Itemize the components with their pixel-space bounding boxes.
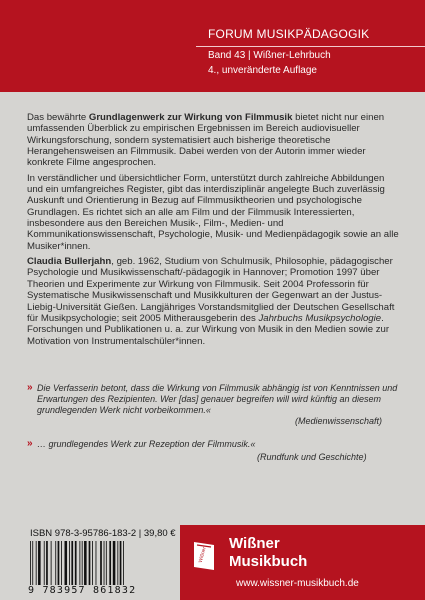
journal-title: Jahrbuchs Musikpsychologie	[258, 312, 382, 324]
isbn-price: ISBN 978-3-95786-183-2 | 39,80 €	[30, 528, 176, 539]
review-quotes	[27, 383, 400, 463]
author-name: Claudia Bullerjahn	[27, 256, 112, 268]
quote-source: (Medienwissenschaft)	[294, 416, 382, 426]
publisher-url[interactable]: www.wissner-musikbuch.de	[236, 578, 359, 589]
series-title: FORUM MUSIKPÄDAGOGIK	[208, 27, 370, 41]
barcode-icon	[28, 541, 162, 587]
series-divider	[196, 46, 425, 47]
blurb-paragraph-1	[27, 112, 400, 169]
author-bio	[27, 256, 400, 347]
series-volume: Band 43 | Wißner-Lehrbuch	[208, 50, 331, 61]
series-info	[196, 22, 425, 92]
publisher-name-line1: Wißner	[229, 535, 280, 552]
review-quote-2	[27, 439, 400, 463]
p1-rest: bietet nicht nur einen umfassenden Überblick zu empirischen Ergebnissen im Bereich audiovisueller Wirkungsforschung, sondern systematisiert auch bisherige theoretische Herangehensweisen an Filmmusik. Dabei werden von der Autorin immer wieder konkrete Filme angesprochen.	[27, 112, 385, 169]
publisher-name-line2: Musikbuch	[229, 553, 308, 570]
p1-intro: Das bewährte	[27, 112, 89, 123]
p1-highlight: Grundlagenwerk zur Wirkung von Filmmusik	[88, 112, 293, 123]
quote-mark-icon: »	[27, 382, 33, 393]
blurb-text	[27, 112, 400, 351]
quote-text: Die Verfasserin betont, dass die Wirkung von Filmmusik abhängig ist von Kenntnissen und Erwartungen des Rezipienten. Wer [das] genauer begreifen will wird künftig an diesem grundlegenden Werk nicht vorbeikommen.«	[37, 383, 398, 415]
publisher-logo-icon	[192, 539, 216, 573]
quote-text: … grundlegendes Werk zur Rezeption der Filmmusik.«	[37, 439, 256, 449]
quote-mark-icon: »	[27, 438, 33, 449]
blurb-paragraph-2: In verständlicher und übersichtlicher Form, unterstützt durch zahlreiche Abbildungen und ein umfangreiches Register, gibt das interdisziplinär angelegte Buch zuverlässig Auskunft und Orientierung in Bezug auf Filmmusiktheorien und psychologische Grundlagen. Es richtet sich an alle am Film und der Filmmusik Interessierten, insbesondere aus den Bereichen Musik-, Film-, Medien- und Kommunikationswissenschaft, Psychologie, Musik- und Medienpädagogik sowie an alle Musiker*innen.	[27, 172, 399, 252]
publisher-logo-band	[180, 525, 425, 600]
quote-source: (Rundfunk und Geschichte)	[257, 452, 367, 462]
barcode-digits: 9 783957 861832	[28, 585, 137, 596]
review-quote-1	[27, 383, 400, 427]
barcode-area	[22, 525, 176, 600]
logo-text: Wißner	[197, 546, 208, 564]
edition-note: 4., unveränderte Auflage	[208, 65, 317, 76]
bio-part-1: , geb. 1962, Studium von Schulmusik, Philosophie, pädagogischer Psychologie und Musikwissenschaft/-pädagogik in Hannover; Promotion 1997 über Theorien und Experimente zur Wirkung von Filmmusik. Seit 2004 Professorin für Systematische Musikwissenschaft und Musikkulturen der Gegenwart an der Justus-Liebig-Universität Gießen. Langjähriges Vorstandsmitglied der Deutschen Gesellschaft für Musikpsychologie; seit 2005 Mitherausgeberin des	[27, 256, 395, 324]
bio-part-2: . Forschungen und Publikationen u. a. zur Wirkung von Musik in den Medien sowie zur Motivation von Instrumentalschüler*innen.	[27, 312, 390, 347]
